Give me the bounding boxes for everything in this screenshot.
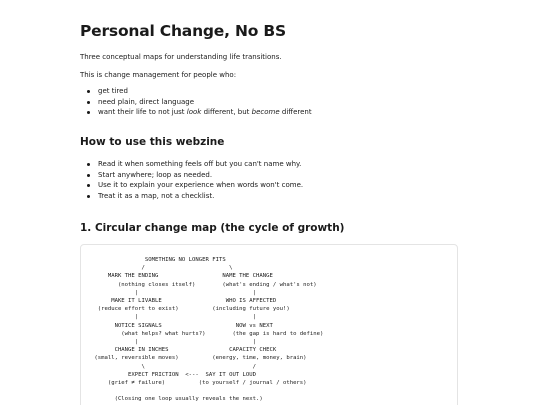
list-item-text: different, but bbox=[201, 108, 252, 116]
intro-paragraph: Three conceptual maps for understanding life transitions. bbox=[80, 53, 282, 61]
howto-list bbox=[80, 159, 303, 201]
section-heading-map1: 1. Circular change map (the cycle of growth) bbox=[80, 222, 345, 234]
list-item bbox=[80, 107, 312, 118]
list-item: Use it to explain your experience when words won't come. bbox=[80, 180, 303, 191]
list-item-text: different bbox=[279, 108, 312, 116]
audience-list bbox=[80, 86, 312, 118]
circular-change-map-diagram: SOMETHING NO LONGER FITS / \ MARK THE ENDING NAME THE CHANGE (nothing closes itself) (what's ending / what's not) | | MAKE IT LIVABLE WHO IS AFFECTED (reduce effort to exist) (including future you!) | | NOTICE SIGNALS NOW vs NEXT (what helps? what hurts?) (the gap is hard to define) | | CHANGE IN INCHES CAPACITY CHECK (small, reversible moves) (energy, time, money, brain) \ / EXPECT FRICTION <--- SAY IT OUT LOUD (grief ≠ failure) (to yourself / journal / others) (Closing one loop usually reveals the next.) bbox=[94, 257, 324, 403]
emphasis-look: look bbox=[186, 108, 202, 116]
list-item: Treat it as a map, not a checklist. bbox=[80, 191, 303, 202]
list-item: Read it when something feels off but you can't name why. bbox=[80, 159, 303, 170]
list-item: get tired bbox=[80, 86, 312, 97]
emphasis-become: become bbox=[251, 108, 280, 116]
section-heading-howto: How to use this webzine bbox=[80, 136, 225, 148]
page-title: Personal Change, No BS bbox=[80, 22, 286, 40]
list-item-text: want their life to not just bbox=[98, 108, 187, 116]
list-item: need plain, direct language bbox=[80, 97, 312, 108]
audience-intro: This is change management for people who: bbox=[80, 71, 237, 79]
circular-change-map-box bbox=[80, 244, 458, 405]
list-item: Start anywhere; loop as needed. bbox=[80, 170, 303, 181]
